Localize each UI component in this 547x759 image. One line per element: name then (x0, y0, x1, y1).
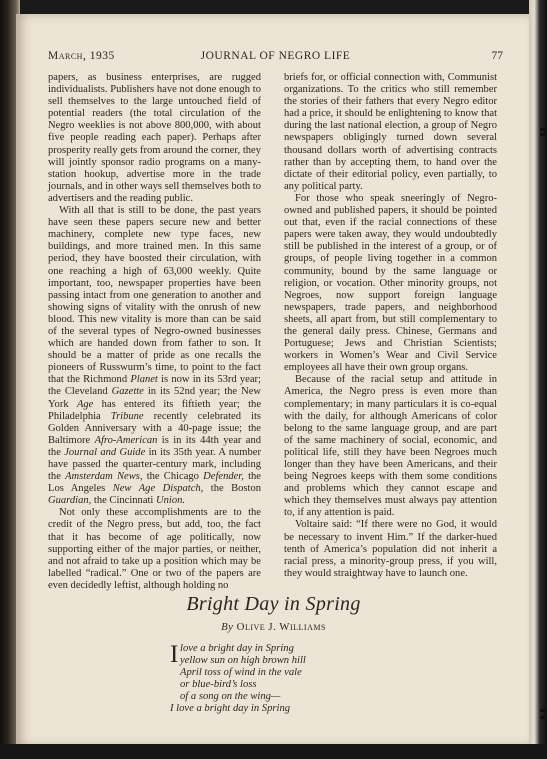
newspaper-name: Guardian, (48, 495, 92, 507)
poem-line: of a song on the wing— (180, 691, 281, 702)
newspaper-name: Union. (156, 495, 186, 507)
paragraph: For those who speak sneeringly of Negro-owned and published papers, it should be pointed out that, even if the racial connections of these papers were taken away, they would undoubtedly still be published in the interest of a group, or of groups, of people living together in a common community, bound by the same language or religion, or vocation. Other minority groups, not Negroes, now support foreign language newspapers, trade papers, and neighborhood sheets, all apart from, but still complementary to the general daily press. Chinese, Germans and Portuguese; Jews and Christian Scientists; workers in Women’s Wear and Civil Service employees all have their own group organs. (284, 192, 497, 374)
paragraph: Voltaire said: “If there were no God, it would be necessary to invent Him.” If the darker-hued tenth of America’s population did not inherit a racial press, a minority-group press, if you will, they would straightway have to launch one. (284, 519, 497, 579)
right-column (284, 72, 497, 580)
newspaper-name: New Age Dispatch, (112, 483, 204, 495)
page-tab-marker (540, 709, 547, 712)
paragraph: Not only these accomplishments are to the credit of the Negro press, but add, too, the fact that it has become of age politically, now supporting either of the major parties, or neither, and not afraid to take up a position which may be labelled “radical.” One or two of the papers are even decidedly leftist, although holding no (48, 507, 261, 591)
paragraph: papers, as business enterprises, are rugged individualists. Publishers have not done enough to sell themselves to the large untouched field of potential readers (the total circulation of the Negro weeklies is not above 800,000, with about five people reading each paper). Perhaps after prosperity really gets from around the corner, they will jointly sponsor radio programs on a many-station hookup, advertise more in the trade journals, and in other ways sell themselves both to advertisers and the reading public. (48, 72, 261, 204)
page-number: 77 (491, 50, 503, 62)
page-tab-marker (540, 716, 547, 719)
poem-line: or blue-bird’s loss (180, 679, 257, 690)
newspaper-name: Afro-American (94, 434, 158, 446)
page-tab-marker (540, 128, 547, 131)
poem-author: Olive J. Williams (236, 621, 326, 633)
scan-bottom-border (0, 744, 547, 759)
paragraph: briefs for, or official connection with, Communist organizations. To the critics who still remember the stories of their fathers that every Negro editor had a price, it should be enlightening to know that during the last national election, a group of Negro newspapers obligingly turned down several thousand dollars worth of advertising contracts rather than by accepting them, to hand over the dictate of their editorial policy, even partially, to any political party. (284, 72, 497, 192)
newspaper-name: Gazette (111, 386, 144, 398)
newspaper-name: Planet (130, 374, 158, 386)
issue-month: March, (48, 50, 87, 62)
newspaper-name: Tribune (110, 410, 144, 422)
poem-byline (0, 621, 547, 633)
newspaper-name: Journal and Guide (64, 446, 146, 458)
poem-line: yellow sun on high brown hill (180, 655, 306, 666)
drop-cap: I (170, 641, 179, 668)
poem-body (170, 643, 430, 715)
page-right-edge (529, 0, 547, 759)
poem-line: love a bright day in Spring (180, 643, 294, 654)
poem-line: I love a bright day in Spring (170, 703, 291, 714)
issue-year: 1935 (89, 50, 115, 62)
poem-title: Bright Day in Spring (186, 593, 361, 615)
newspaper-name: Defender, (203, 471, 244, 483)
page-tab-marker (540, 133, 547, 136)
paragraph: With all that is still to be done, the past years have seen these papers secure new and better machinery, complete new type faces, new buildings, and more trained men. In this same period, they have boosted their circulation, with one reaching a high of 63,000 weekly. Quite important, too, newspaper properties have been passing intact from one generation to another and showing signs of vitality with the onrush of new blood. This new vitality is more than can be said of the several types of Negro-owned businesses which are handed down from father to son. It should be a matter of pride as one recalls the pioneers of Russwurm’s time, to point to the fact that the Richmond Planet is now in its 53rd year; the Cleveland Gazette in its 52nd year; the New York Age has entered its fiftieth year; the Philadelphia Tribune recently celebrated its Golden Anniversary with a 40-page issue; the Baltimore Afro-American is in its 44th year and the Journal and Guide in its 35th year. A number have passed the quarter-century mark, including the Amsterdam News, the Chicago Defender, the Los Angeles New Age Dispatch, the Boston Guardian, the Cincinnati Union. (48, 205, 261, 507)
running-header (48, 50, 503, 66)
paragraph: Because of the racial setup and attitude in America, the Negro press is even more than complementary; in many particulars it is co-equal with the daily, for although Americans of color belong to the same language group, and are part of the same machinery of social, economic, and political life, still they have been Negroes much longer than they have been Americans, and their being Negroes keeps with them some conditions and problems which they cannot escape and which they themselves must always pay attention to, if any attention is paid. (284, 374, 497, 519)
poem-line: April toss of wind in the vale (180, 667, 302, 678)
newspaper-name: Age (76, 398, 94, 410)
byline-prefix: By (221, 621, 234, 633)
left-column (48, 72, 261, 592)
newspaper-name: Amsterdam News, (65, 471, 143, 483)
journal-title: JOURNAL OF NEGRO LIFE (200, 50, 351, 62)
